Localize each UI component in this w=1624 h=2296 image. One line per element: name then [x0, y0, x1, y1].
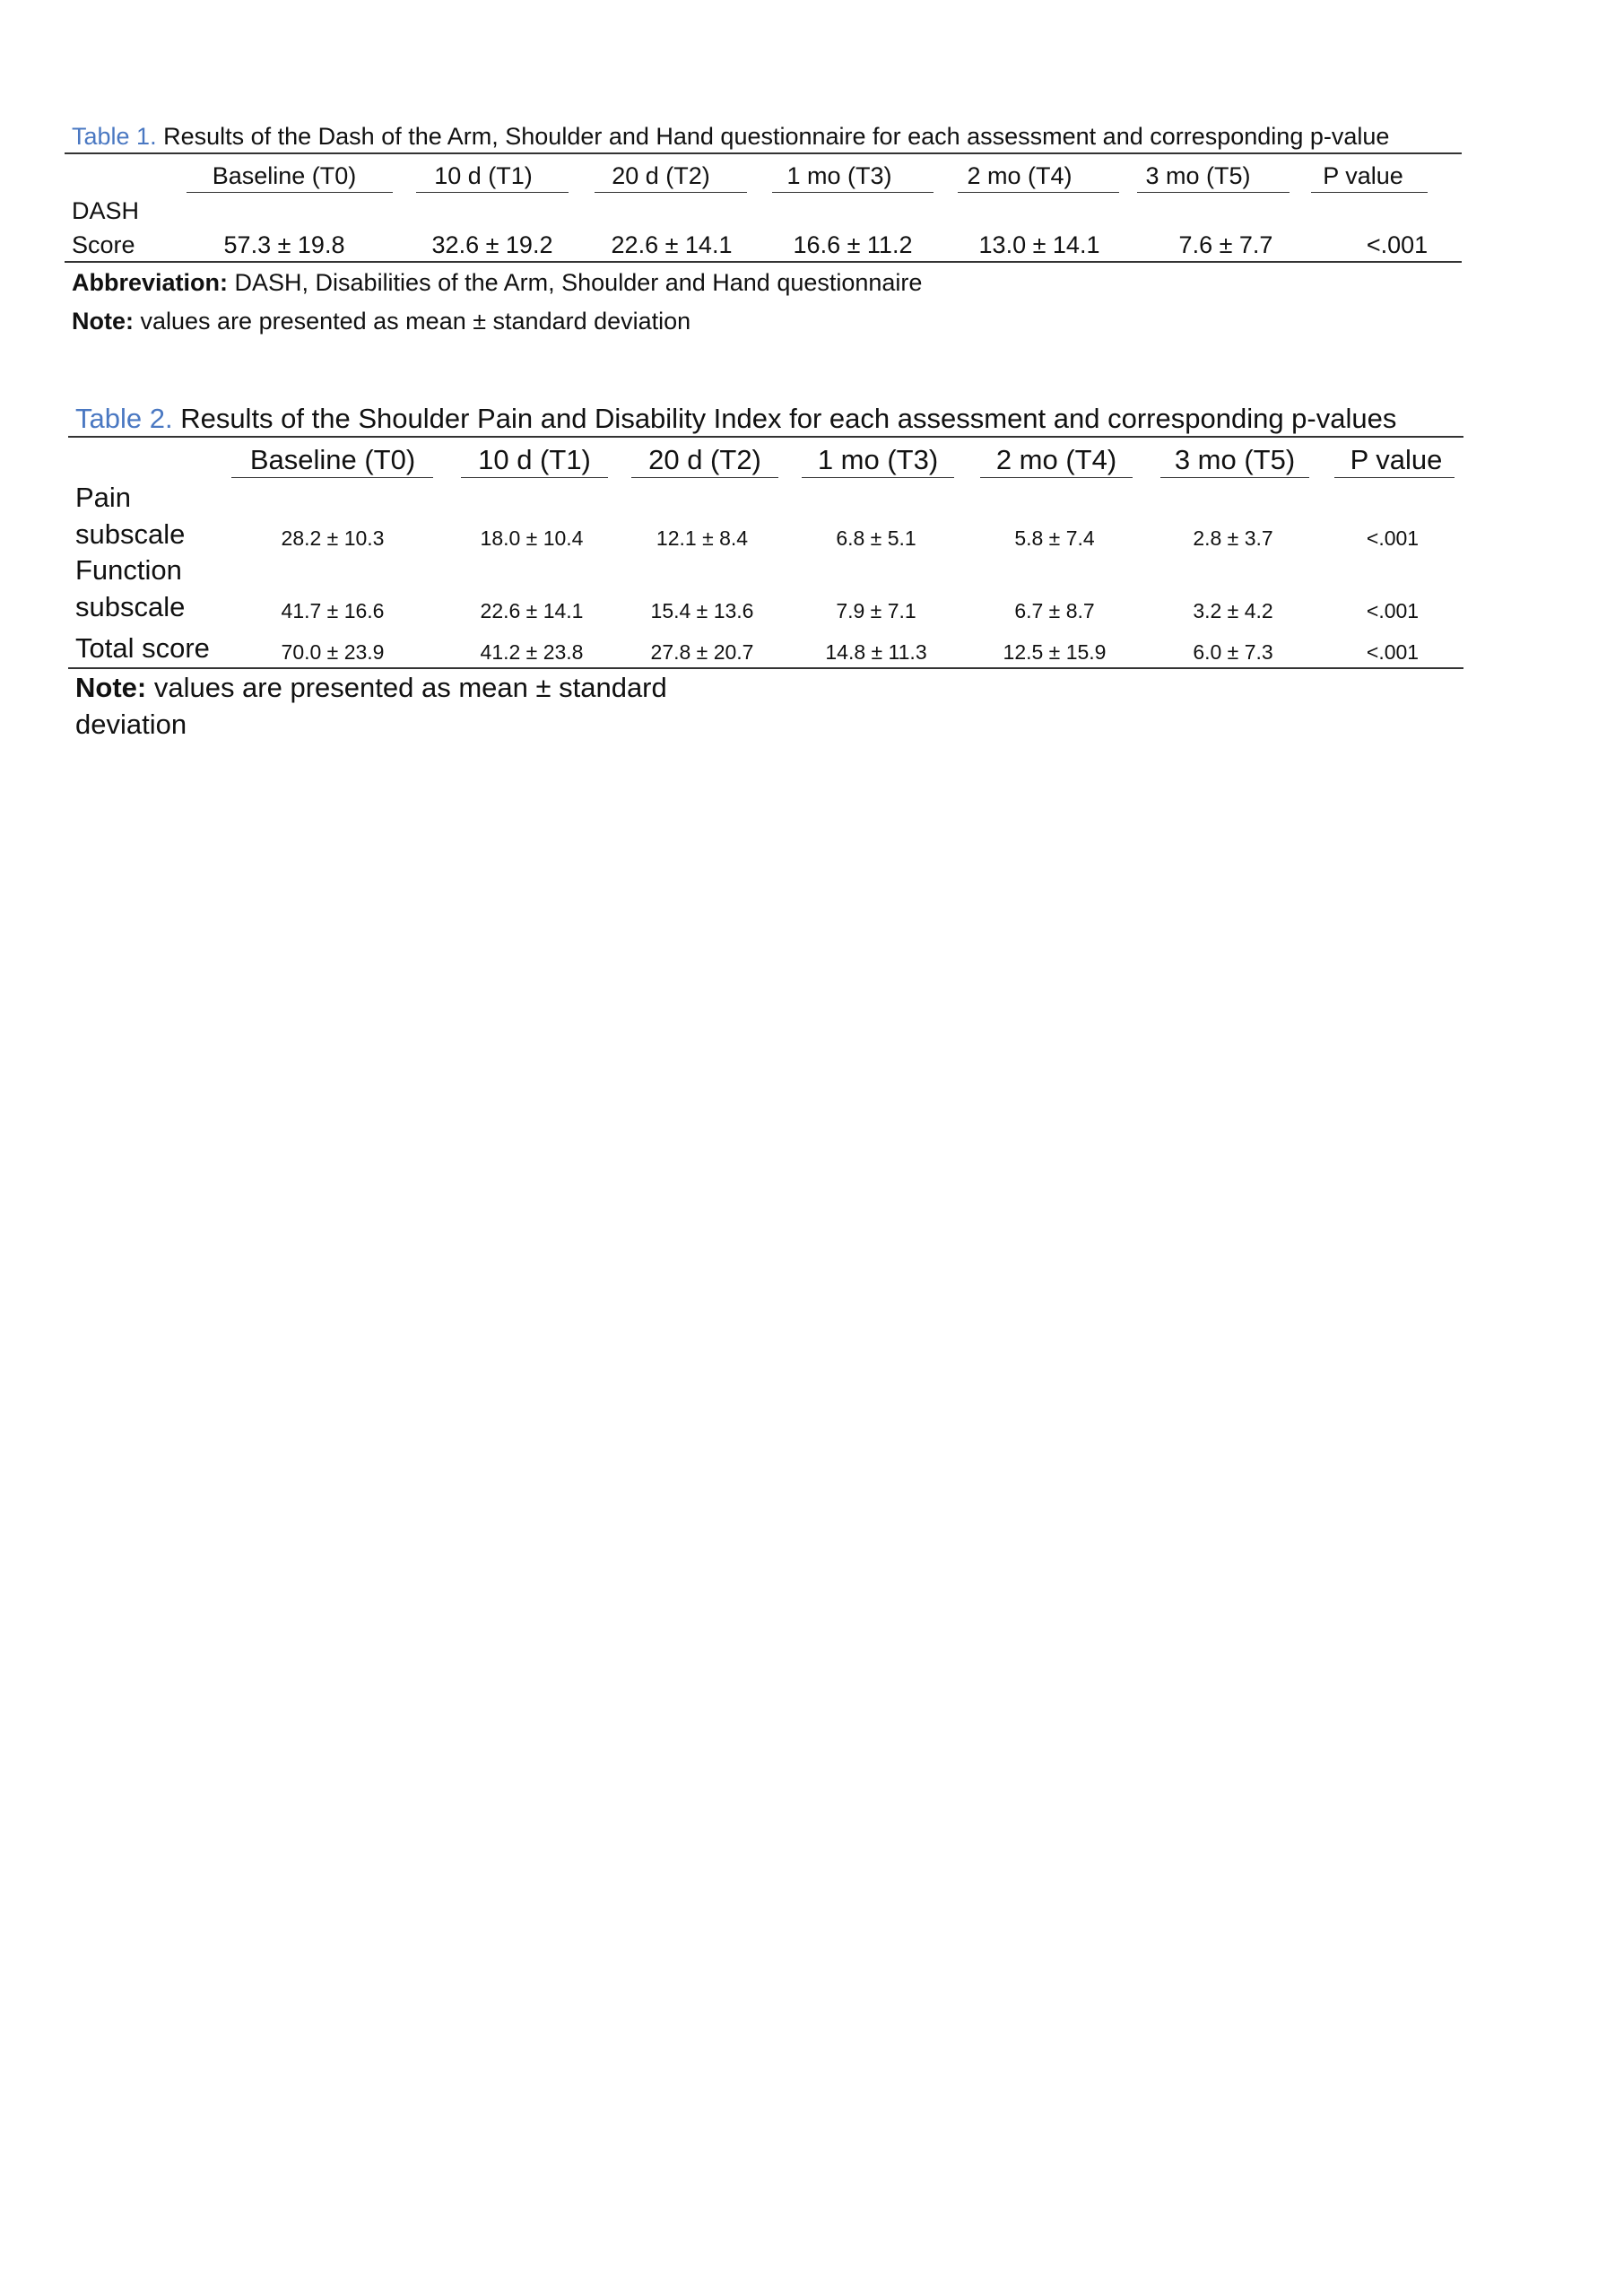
table-1-note-label: Note:	[72, 308, 134, 335]
table-1-header-baseline: Baseline (T0)	[212, 162, 357, 189]
table-2-row-function-label-line1: Function	[75, 554, 182, 586]
table-2-cell: 3.2 ± 4.2	[1193, 599, 1273, 622]
table-1-header-t5: 3 mo (T5)	[1145, 162, 1251, 189]
table-2-header-underline	[1160, 477, 1309, 478]
table-1-cell-t3: 16.6 ± 11.2	[793, 231, 913, 258]
table-2-cell: 41.2 ± 23.8	[480, 640, 584, 664]
table-1-top-rule	[65, 152, 1462, 154]
table-2-cell: 2.8 ± 3.7	[1193, 526, 1273, 550]
table-1-header-underline	[958, 192, 1119, 193]
table-2-header-underline	[461, 477, 608, 478]
table-2-caption	[75, 404, 1396, 432]
table-2-caption-label: Table 2.	[75, 403, 173, 434]
table-1-header-t3: 1 mo (T3)	[786, 162, 892, 189]
table-2-cell: 14.8 ± 11.3	[825, 640, 927, 664]
table-2-header-underline	[631, 477, 778, 478]
table-1-note-text: values are presented as mean ± standard deviation	[134, 308, 691, 335]
table-2-cell: 27.8 ± 20.7	[650, 640, 754, 664]
table-2-cell: <.001	[1366, 640, 1420, 664]
table-2-cell: 7.9 ± 7.1	[836, 599, 916, 622]
table-2-note-label: Note:	[75, 672, 147, 703]
table-1-row-label-line1: DASH	[72, 197, 140, 224]
table-1-caption-text: Results of the Dash of the Arm, Shoulder and Hand questionnaire for each assessment and corresponding p-value	[156, 123, 1390, 150]
table-1-header-underline	[1137, 192, 1290, 193]
table-1-header-t1: 10 d (T1)	[434, 162, 533, 189]
table-2-cell: 18.0 ± 10.4	[480, 526, 584, 550]
table-2-row-function-label-line2: subscale	[75, 591, 186, 622]
table-2-header-t2: 20 d (T2)	[648, 444, 761, 475]
table-1-abbreviation-label: Abbreviation:	[72, 269, 229, 296]
table-1-row-label-line2: Score	[72, 231, 135, 258]
table-1-cell-baseline: 57.3 ± 19.8	[223, 231, 345, 258]
table-2-header-pvalue: P value	[1350, 444, 1443, 475]
table-1-cell-t4: 13.0 ± 14.1	[978, 231, 1100, 258]
table-1-abbreviation-text: DASH, Disabilities of the Arm, Shoulder and Hand questionnaire	[228, 269, 923, 296]
table-2-cell: 41.7 ± 16.6	[281, 599, 385, 622]
table-2-cell: <.001	[1366, 599, 1420, 622]
table-1-cell-pvalue: <.001	[1366, 231, 1429, 258]
table-1-note	[72, 309, 690, 334]
table-2-cell: 15.4 ± 13.6	[650, 599, 754, 622]
table-2-caption-text: Results of the Shoulder Pain and Disability Index for each assessment and corresponding p-values	[172, 403, 1397, 434]
table-1-cell-t2: 22.6 ± 14.1	[611, 231, 733, 258]
table-2-top-rule	[68, 436, 1463, 438]
table-1-header-underline	[595, 192, 747, 193]
table-2-cell: 22.6 ± 14.1	[480, 599, 584, 622]
table-2-row-total-label: Total score	[75, 632, 210, 664]
table-2-row-pain-label-line2: subscale	[75, 518, 186, 550]
table-2-header-t3: 1 mo (T3)	[817, 444, 939, 475]
table-1-caption	[72, 125, 1389, 149]
table-2-header-underline	[231, 477, 433, 478]
table-2-row-pain-label-line1: Pain	[75, 482, 132, 513]
table-2-bottom-rule	[68, 667, 1463, 669]
table-1-header-t2: 20 d (T2)	[612, 162, 710, 189]
table-1-header-underline	[772, 192, 934, 193]
table-2-cell: 6.7 ± 8.7	[1014, 599, 1095, 622]
table-2-header-underline	[1334, 477, 1455, 478]
table-1-abbreviation	[72, 271, 922, 295]
table-2-cell: 6.0 ± 7.3	[1193, 640, 1273, 664]
table-2-header-t5: 3 mo (T5)	[1174, 444, 1296, 475]
table-2-header-t1: 10 d (T1)	[478, 444, 591, 475]
table-2-cell: 28.2 ± 10.3	[281, 526, 385, 550]
table-2-header-t4: 2 mo (T4)	[995, 444, 1117, 475]
table-2-note-text: values are presented as mean ± standard	[146, 672, 667, 703]
table-1-header-underline	[1311, 192, 1428, 193]
table-2-cell: 5.8 ± 7.4	[1014, 526, 1095, 550]
table-1-bottom-rule	[65, 261, 1462, 263]
table-2-note-line2: deviation	[75, 709, 187, 740]
table-2-header-baseline: Baseline (T0)	[249, 444, 416, 475]
table-2-cell: 12.5 ± 15.9	[1003, 640, 1107, 664]
table-2-cell: <.001	[1366, 526, 1420, 550]
table-1-header-underline	[187, 192, 393, 193]
table-1-header-pvalue: P value	[1323, 162, 1403, 189]
table-2-header-underline	[802, 477, 954, 478]
table-2-note	[75, 674, 667, 701]
table-2-cell: 12.1 ± 8.4	[656, 526, 749, 550]
table-1-caption-label: Table 1.	[72, 123, 157, 150]
table-1-cell-t5: 7.6 ± 7.7	[1178, 231, 1273, 258]
table-2-cell: 70.0 ± 23.9	[281, 640, 385, 664]
table-2-header-underline	[980, 477, 1133, 478]
table-1-header-t4: 2 mo (T4)	[967, 162, 1073, 189]
table-2-cell: 6.8 ± 5.1	[836, 526, 916, 550]
table-1-header-underline	[416, 192, 569, 193]
table-1-cell-t1: 32.6 ± 19.2	[431, 231, 553, 258]
